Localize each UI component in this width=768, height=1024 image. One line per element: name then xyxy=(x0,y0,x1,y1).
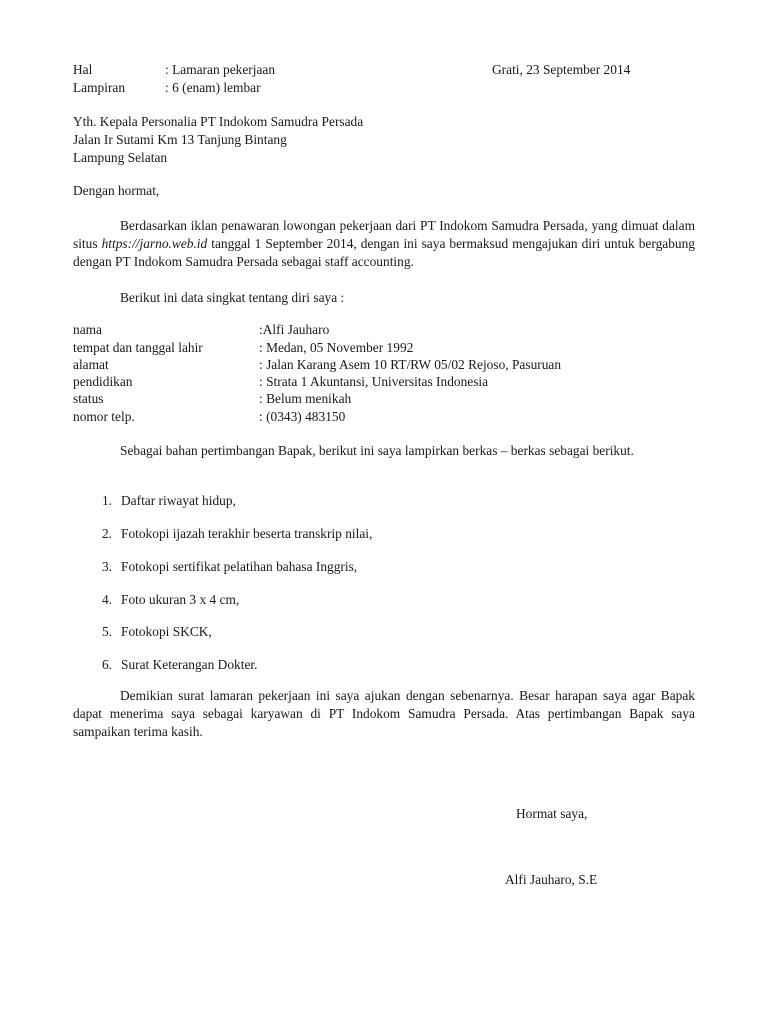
list-item: Fotokopi SKCK, xyxy=(121,624,212,639)
detail-label: nama xyxy=(73,322,102,337)
detail-label: nomor telp. xyxy=(73,409,135,424)
list-item-number: 3. xyxy=(101,559,112,574)
place-date: Grati, 23 September 2014 xyxy=(492,62,631,77)
intro-paragraph xyxy=(73,217,695,271)
list-item-number: 5. xyxy=(101,624,112,639)
closing-paragraph-text: Demikian surat lamaran pekerjaan ini saya ajukan dengan sebenarnya. Besar harapan saya agar Bapak dapat menerima saya sebagai karyawan di PT Indokom Samudra Persada. Atas pertimbangan Bapak saya sampaikan terima kasih. xyxy=(73,688,695,739)
list-item-number: 2. xyxy=(101,526,112,541)
intro-text-start: Berdasarkan iklan penawaran lowongan pekerjaan dari PT Indokom Samudra Persada, yang dimuat dalam situs xyxy=(73,218,695,251)
closing-paragraph xyxy=(73,687,695,741)
list-item-number: 1. xyxy=(101,493,112,508)
detail-value: : Strata 1 Akuntansi, Universitas Indonesia xyxy=(259,374,489,389)
detail-value: :Alfi Jauharo xyxy=(259,322,330,337)
signatory-name: Alfi Jauharo, S.E xyxy=(505,872,598,887)
hal-label: Hal xyxy=(73,62,93,77)
list-item: Foto ukuran 3 x 4 cm, xyxy=(121,592,240,607)
lampiran-label: Lampiran xyxy=(73,80,126,95)
list-item-number: 4. xyxy=(101,592,112,607)
detail-label: tempat dan tanggal lahir xyxy=(73,340,203,355)
recipient-line-1: Yth. Kepala Personalia PT Indokom Samudra Persada xyxy=(73,114,364,129)
details-intro xyxy=(73,289,695,307)
lampiran-value: : 6 (enam) lembar xyxy=(165,80,261,95)
list-item: Daftar riwayat hidup, xyxy=(121,493,236,508)
detail-value: : Medan, 05 November 1992 xyxy=(259,340,414,355)
detail-value: : Belum menikah xyxy=(259,391,352,406)
recipient-line-2: Jalan Ir Sutami Km 13 Tanjung Bintang xyxy=(73,132,287,147)
list-item: Fotokopi sertifikat pelatihan bahasa Inggris, xyxy=(121,559,358,574)
list-item: Fotokopi ijazah terakhir beserta transkrip nilai, xyxy=(121,526,373,541)
website-url: https://jarno.web.id xyxy=(101,236,208,251)
list-item-number: 6. xyxy=(101,657,112,672)
detail-label: status xyxy=(73,391,104,406)
closing-greeting: Hormat saya, xyxy=(516,806,588,821)
intro-text-end: tanggal 1 September 2014, dengan ini saya bermaksud mengajukan diri untuk bergabung dengan PT Indokom Samudra Persada sebagai staff accounting. xyxy=(73,236,696,269)
detail-value: : (0343) 483150 xyxy=(259,409,346,424)
attachments-intro xyxy=(73,442,695,460)
hal-value: : Lamaran pekerjaan xyxy=(165,62,276,77)
detail-label: alamat xyxy=(73,357,109,372)
salutation: Dengan hormat, xyxy=(73,183,160,198)
list-item: Surat Keterangan Dokter. xyxy=(121,657,258,672)
detail-label: pendidikan xyxy=(73,374,133,389)
recipient-line-3: Lampung Selatan xyxy=(73,150,168,165)
detail-value: : Jalan Karang Asem 10 RT/RW 05/02 Rejoso, Pasuruan xyxy=(259,357,562,372)
details-intro-text: Berikut ini data singkat tentang diri saya : xyxy=(120,290,345,305)
attachments-intro-text: Sebagai bahan pertimbangan Bapak, berikut ini saya lampirkan berkas – berkas sebagai berikut. xyxy=(120,443,634,458)
